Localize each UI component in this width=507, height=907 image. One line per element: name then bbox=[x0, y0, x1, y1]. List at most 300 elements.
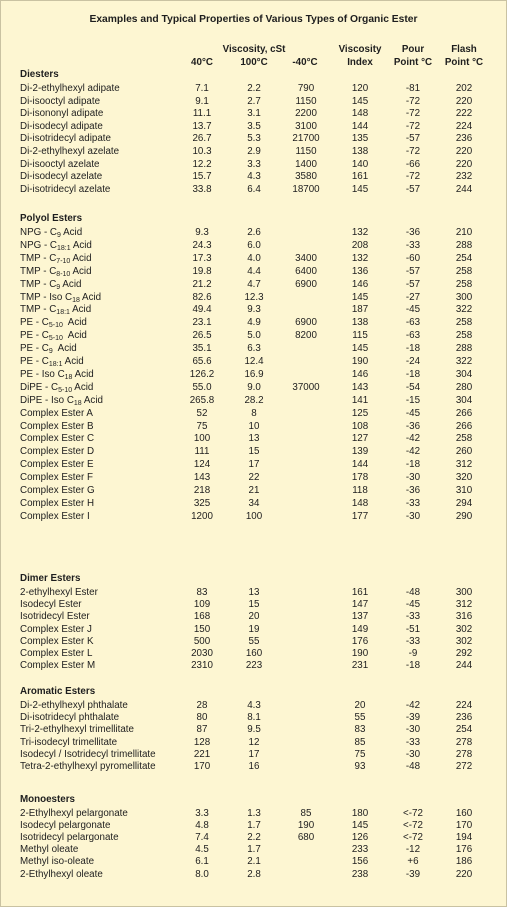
cell-viscosity-40c: 170 bbox=[193, 761, 211, 772]
cell-flash-point: 278 bbox=[455, 736, 473, 748]
cell-pour-point: -39 bbox=[405, 712, 421, 724]
ester-name: Complex Ester I bbox=[20, 510, 90, 522]
ester-name bbox=[20, 317, 87, 329]
cell-viscosity-40c: 19.8 bbox=[192, 265, 212, 277]
cell-viscosity-40c: 52 bbox=[196, 407, 208, 419]
ester-name: Tri-2-ethylhexyl trimellitate bbox=[20, 724, 134, 736]
cell-viscosity-40c: 87 bbox=[196, 724, 208, 736]
cell-pour-point: -33 bbox=[405, 239, 421, 251]
cell-viscosity-100c: 100 bbox=[245, 510, 263, 522]
cell-viscosity-100c: 5.3 bbox=[247, 133, 261, 145]
cell-viscosity-40c: 4.8 bbox=[195, 820, 209, 832]
cell-viscosity-100c: 10 bbox=[248, 420, 260, 432]
cell-viscosity-40c: 7.4 bbox=[195, 832, 209, 844]
cell-pour-point: -48 bbox=[405, 761, 421, 772]
section-title: Monoesters bbox=[20, 794, 75, 805]
cell-viscosity-40c: 325 bbox=[193, 497, 211, 509]
cell-viscosity-100c: 3.3 bbox=[247, 158, 261, 170]
ester-name: 2-Ethylhexyl oleate bbox=[20, 868, 103, 880]
cell-viscosity-40c: 221 bbox=[193, 748, 211, 760]
cell-viscosity-40c: 65.6 bbox=[192, 356, 212, 367]
cell-pour-point: -57 bbox=[405, 133, 421, 145]
cell-pour-point: -15 bbox=[405, 394, 421, 406]
cell-pour-point: -51 bbox=[405, 623, 421, 635]
cell-viscosity-100c: 20 bbox=[248, 611, 260, 623]
cell-pour-point: -18 bbox=[405, 343, 421, 355]
cell-viscosity-index: 178 bbox=[351, 472, 369, 484]
cell-flash-point: 300 bbox=[455, 587, 473, 598]
cell-pour-point: -39 bbox=[405, 868, 421, 880]
ester-name-subscript: 9 bbox=[56, 283, 61, 291]
cell-viscosity-40c: 218 bbox=[193, 485, 211, 496]
cell-flash-point: 304 bbox=[455, 394, 473, 406]
ester-name-prefix: DiPE - C bbox=[20, 381, 59, 393]
cell-flash-point: 220 bbox=[455, 868, 473, 880]
cell-viscosity-100c: 5.0 bbox=[247, 330, 261, 342]
cell-viscosity-minus40c: 1150 bbox=[295, 146, 317, 157]
cell-viscosity-100c: 13 bbox=[248, 433, 260, 445]
cell-flash-point: 258 bbox=[455, 278, 473, 290]
cell-viscosity-40c: 21.2 bbox=[192, 278, 212, 290]
cell-flash-point: 272 bbox=[455, 761, 473, 772]
cell-viscosity-100c: 12 bbox=[248, 736, 260, 748]
ester-name: Di-isooctyl azelate bbox=[20, 158, 100, 170]
cell-flash-point: 258 bbox=[455, 433, 473, 445]
ester-name bbox=[20, 266, 92, 278]
cell-flash-point: 260 bbox=[455, 446, 473, 458]
cell-pour-point: -57 bbox=[405, 183, 421, 195]
ester-name: Di-isononyl adipate bbox=[20, 108, 104, 120]
cell-viscosity-40c: 109 bbox=[193, 599, 211, 611]
cell-viscosity-100c: 21 bbox=[248, 485, 260, 496]
cell-viscosity-100c: 2.2 bbox=[247, 832, 261, 844]
cell-viscosity-100c: 4.4 bbox=[247, 265, 261, 277]
ester-name-subscript: 5-10 bbox=[48, 322, 63, 330]
cell-viscosity-100c: 6.4 bbox=[247, 183, 261, 195]
cell-viscosity-100c: 6.3 bbox=[247, 343, 261, 355]
cell-viscosity-100c: 4.9 bbox=[247, 317, 261, 329]
col-header-viscosity-100c: 100°C bbox=[240, 57, 268, 68]
cell-pour-point: -42 bbox=[405, 700, 421, 711]
cell-viscosity-40c: 24.3 bbox=[192, 239, 212, 251]
ester-name-subscript: 8-10 bbox=[56, 270, 71, 278]
cell-viscosity-40c: 500 bbox=[193, 635, 211, 647]
cell-viscosity-100c: 1.7 bbox=[247, 844, 261, 856]
ester-name: Complex Ester K bbox=[20, 635, 94, 647]
cell-viscosity-index: 145 bbox=[351, 820, 369, 832]
ester-name: Complex Ester C bbox=[20, 433, 95, 445]
cell-flash-point: 312 bbox=[455, 459, 473, 471]
cell-viscosity-40c: 15.7 bbox=[192, 171, 212, 183]
cell-viscosity-minus40c: 6900 bbox=[295, 317, 317, 329]
cell-viscosity-40c: 10.3 bbox=[192, 146, 212, 157]
section-title: Diesters bbox=[20, 69, 59, 80]
cell-viscosity-40c: 11.1 bbox=[192, 108, 212, 120]
cell-pour-point: -33 bbox=[405, 611, 421, 623]
cell-viscosity-100c: 3.1 bbox=[247, 108, 261, 120]
cell-flash-point: 266 bbox=[455, 407, 473, 419]
ester-name: Di-isotridecyl phthalate bbox=[20, 712, 120, 724]
cell-viscosity-index: 147 bbox=[351, 599, 369, 611]
ester-name-prefix: TMP - C bbox=[20, 265, 57, 277]
cell-pour-point: -45 bbox=[405, 599, 421, 611]
cell-viscosity-100c: 2.8 bbox=[247, 868, 261, 880]
cell-viscosity-100c: 22 bbox=[248, 472, 260, 484]
cell-viscosity-minus40c: 6400 bbox=[295, 265, 317, 277]
ester-name-prefix: TMP - C bbox=[20, 304, 57, 316]
cell-pour-point: -48 bbox=[405, 587, 421, 598]
cell-pour-point: -72 bbox=[405, 120, 421, 132]
cell-viscosity-index: 161 bbox=[351, 587, 369, 598]
cell-viscosity-100c: 2.2 bbox=[247, 83, 261, 94]
cell-viscosity-40c: 8.0 bbox=[195, 868, 209, 880]
cell-flash-point: 220 bbox=[455, 158, 473, 170]
cell-viscosity-100c: 1.3 bbox=[247, 808, 261, 819]
cell-viscosity-100c: 12.4 bbox=[244, 356, 264, 367]
cell-viscosity-index: 118 bbox=[352, 485, 368, 496]
cell-viscosity-100c: 12.3 bbox=[244, 291, 264, 303]
cell-pour-point: -12 bbox=[405, 844, 421, 856]
cell-viscosity-100c: 3.5 bbox=[247, 120, 261, 132]
cell-viscosity-100c: 223 bbox=[245, 660, 263, 672]
cell-viscosity-index: 136 bbox=[351, 265, 369, 277]
cell-viscosity-minus40c: 680 bbox=[297, 832, 315, 844]
cell-viscosity-40c: 2310 bbox=[191, 660, 213, 672]
cell-viscosity-index: 127 bbox=[351, 433, 369, 445]
table-title: Examples and Typical Properties of Various Types of Organic Ester bbox=[89, 14, 418, 25]
cell-flash-point: 304 bbox=[455, 368, 473, 380]
cell-viscosity-index: 187 bbox=[351, 304, 369, 316]
ester-name-prefix: TMP - Iso C bbox=[20, 291, 73, 303]
cell-flash-point: 254 bbox=[455, 724, 473, 736]
cell-pour-point: -30 bbox=[405, 748, 421, 760]
cell-viscosity-40c: 33.8 bbox=[192, 183, 212, 195]
cell-pour-point: -81 bbox=[405, 83, 421, 94]
ester-name: Complex Ester E bbox=[20, 459, 94, 471]
ester-name-subscript: 18:1 bbox=[48, 361, 63, 368]
cell-pour-point: -33 bbox=[405, 635, 421, 647]
cell-viscosity-minus40c: 2200 bbox=[295, 108, 317, 120]
cell-viscosity-40c: 1200 bbox=[191, 510, 213, 522]
ester-name: Di-isotridecyl azelate bbox=[20, 183, 111, 195]
cell-viscosity-100c: 1.7 bbox=[247, 820, 261, 832]
ester-name-prefix: PE - C bbox=[20, 343, 49, 355]
cell-viscosity-index: 126 bbox=[351, 832, 369, 844]
cell-viscosity-index: 149 bbox=[351, 623, 369, 635]
ester-name bbox=[20, 369, 94, 381]
cell-viscosity-100c: 2.1 bbox=[247, 856, 261, 868]
ester-name-suffix: Acid bbox=[81, 394, 103, 406]
ester-name-subscript: 9 bbox=[48, 348, 53, 356]
cell-flash-point: 258 bbox=[455, 330, 473, 342]
ester-name: Tri-isodecyl trimellitate bbox=[20, 736, 118, 748]
cell-viscosity-40c: 49.4 bbox=[192, 304, 212, 316]
ester-name: 2-ethylhexyl Ester bbox=[20, 587, 98, 598]
cell-flash-point: 316 bbox=[455, 611, 473, 623]
ester-name-subscript: 5-10 bbox=[48, 335, 63, 343]
cell-pour-point: -42 bbox=[405, 446, 421, 458]
cell-flash-point: 186 bbox=[455, 856, 473, 868]
ester-name bbox=[20, 382, 93, 394]
cell-viscosity-40c: 111 bbox=[194, 446, 210, 458]
cell-flash-point: 244 bbox=[455, 660, 473, 672]
cell-flash-point: 266 bbox=[455, 420, 473, 432]
cell-viscosity-index: 231 bbox=[351, 660, 369, 672]
ester-name: Isodecyl Ester bbox=[20, 599, 82, 611]
cell-flash-point: 288 bbox=[455, 343, 473, 355]
cell-viscosity-40c: 80 bbox=[196, 712, 208, 724]
cell-pour-point: -33 bbox=[405, 497, 421, 509]
cell-viscosity-40c: 82.6 bbox=[192, 291, 212, 303]
ester-name-subscript: 18 bbox=[73, 399, 82, 407]
cell-viscosity-100c: 6.0 bbox=[247, 239, 261, 251]
ester-name: Methyl oleate bbox=[20, 844, 79, 856]
cell-viscosity-index: 177 bbox=[351, 510, 369, 522]
ester-name-suffix: Acid bbox=[62, 356, 84, 367]
cell-flash-point: 258 bbox=[455, 265, 473, 277]
ester-name bbox=[20, 279, 81, 291]
cell-pour-point: -24 bbox=[405, 356, 421, 367]
cell-viscosity-100c: 16 bbox=[248, 761, 260, 772]
cell-flash-point: 236 bbox=[455, 712, 473, 724]
ester-name-suffix: Acid bbox=[70, 252, 92, 264]
cell-viscosity-minus40c: 18700 bbox=[292, 183, 320, 195]
ester-name-prefix: TMP - C bbox=[20, 252, 57, 264]
section-title: Aromatic Esters bbox=[20, 686, 96, 697]
cell-viscosity-40c: 128 bbox=[193, 736, 211, 748]
cell-pour-point: <-72 bbox=[403, 832, 423, 844]
cell-viscosity-40c: 6.1 bbox=[195, 856, 209, 868]
cell-viscosity-100c: 15 bbox=[248, 599, 260, 611]
cell-viscosity-index: 190 bbox=[351, 356, 369, 367]
ester-name: Complex Ester J bbox=[20, 623, 92, 635]
cell-pour-point: -57 bbox=[405, 265, 421, 277]
cell-viscosity-minus40c: 3400 bbox=[295, 252, 317, 264]
ester-name bbox=[20, 292, 101, 304]
cell-viscosity-index: 139 bbox=[351, 446, 369, 458]
cell-viscosity-index: 140 bbox=[351, 158, 369, 170]
ester-name: Complex Ester L bbox=[20, 648, 93, 659]
cell-viscosity-40c: 28 bbox=[196, 700, 208, 711]
cell-viscosity-100c: 19 bbox=[248, 623, 260, 635]
ester-name bbox=[20, 240, 92, 252]
col-header-flash-line2: Point °C bbox=[444, 57, 484, 68]
ester-name-suffix: Acid bbox=[69, 304, 92, 316]
cell-viscosity-100c: 9.3 bbox=[247, 304, 261, 316]
cell-viscosity-100c: 2.9 bbox=[247, 146, 261, 157]
cell-viscosity-40c: 150 bbox=[193, 623, 211, 635]
ester-name-suffix: Acid bbox=[60, 278, 82, 290]
ester-name bbox=[20, 330, 87, 342]
cell-flash-point: 322 bbox=[455, 356, 473, 367]
cell-viscosity-index: 132 bbox=[351, 227, 369, 238]
cell-viscosity-40c: 168 bbox=[193, 611, 211, 623]
ester-name bbox=[20, 227, 82, 239]
cell-flash-point: 280 bbox=[455, 381, 473, 393]
cell-viscosity-index: 176 bbox=[351, 635, 369, 647]
cell-flash-point: 210 bbox=[455, 227, 473, 238]
cell-viscosity-index: 148 bbox=[351, 108, 369, 120]
ester-name-prefix: PE - C bbox=[20, 356, 49, 367]
cell-flash-point: 302 bbox=[455, 635, 473, 647]
col-header-viscosity-40c: 40°C bbox=[191, 57, 213, 68]
ester-name: Complex Ester G bbox=[20, 485, 95, 496]
ester-name-subscript: 5-10 bbox=[58, 386, 73, 394]
cell-viscosity-100c: 15 bbox=[248, 446, 260, 458]
ester-name: Isodecyl / Isotridecyl trimellitate bbox=[20, 748, 156, 760]
cell-viscosity-index: 145 bbox=[351, 291, 369, 303]
cell-flash-point: 194 bbox=[455, 832, 473, 844]
ester-name: Complex Ester M bbox=[20, 660, 96, 672]
cell-viscosity-index: 138 bbox=[351, 146, 369, 157]
cell-flash-point: 222 bbox=[455, 108, 473, 120]
cell-viscosity-40c: 13.7 bbox=[192, 120, 212, 132]
cell-pour-point: -42 bbox=[405, 433, 421, 445]
ester-name-subscript: 18 bbox=[64, 373, 73, 381]
cell-pour-point: -54 bbox=[405, 381, 421, 393]
ester-name-suffix: Acid bbox=[72, 368, 94, 380]
cell-viscosity-40c: 265.8 bbox=[189, 394, 215, 406]
cell-pour-point: -9 bbox=[408, 648, 418, 659]
ester-name-prefix: NPG - C bbox=[20, 239, 58, 251]
cell-pour-point: -18 bbox=[405, 368, 421, 380]
cell-flash-point: 254 bbox=[455, 252, 473, 264]
cell-viscosity-minus40c: 3100 bbox=[295, 120, 317, 132]
cell-viscosity-100c: 9.0 bbox=[247, 381, 261, 393]
ester-name: Methyl iso-oleate bbox=[20, 856, 95, 868]
cell-viscosity-100c: 8.1 bbox=[247, 712, 261, 724]
cell-flash-point: 322 bbox=[455, 304, 473, 316]
cell-viscosity-40c: 75 bbox=[196, 420, 208, 432]
cell-viscosity-index: 85 bbox=[354, 736, 366, 748]
cell-viscosity-40c: 55.0 bbox=[192, 381, 212, 393]
ester-name: Complex Ester B bbox=[20, 420, 94, 432]
cell-viscosity-minus40c: 790 bbox=[297, 83, 315, 94]
cell-pour-point: -63 bbox=[405, 317, 421, 329]
cell-pour-point: -18 bbox=[405, 459, 421, 471]
ester-name: Di-isotridecyl adipate bbox=[20, 133, 111, 145]
cell-viscosity-index: 145 bbox=[351, 343, 369, 355]
cell-viscosity-index: 145 bbox=[351, 183, 369, 195]
ester-name-suffix: Acid bbox=[70, 265, 92, 277]
ester-name-subscript: 9 bbox=[57, 232, 61, 239]
cell-viscosity-index: 115 bbox=[352, 330, 368, 342]
cell-viscosity-40c: 26.7 bbox=[192, 133, 212, 145]
cell-pour-point: -72 bbox=[405, 171, 421, 183]
cell-pour-point: -63 bbox=[405, 330, 421, 342]
cell-pour-point: -18 bbox=[405, 660, 421, 672]
cell-viscosity-100c: 4.7 bbox=[247, 278, 261, 290]
cell-viscosity-index: 146 bbox=[351, 368, 369, 380]
cell-viscosity-index: 20 bbox=[354, 700, 366, 711]
ester-name: 2-Ethylhexyl pelargonate bbox=[20, 808, 128, 819]
ester-name: Complex Ester F bbox=[20, 472, 93, 484]
cell-viscosity-minus40c: 6900 bbox=[295, 278, 317, 290]
col-header-pour-line2: Point °C bbox=[393, 57, 433, 68]
cell-viscosity-index: 144 bbox=[351, 459, 369, 471]
ester-name bbox=[20, 253, 92, 265]
ester-name-subscript: 18 bbox=[72, 296, 80, 304]
cell-viscosity-index: 55 bbox=[354, 712, 366, 724]
cell-viscosity-index: 83 bbox=[354, 724, 366, 736]
col-header-viscosity-minus40c: -40°C bbox=[292, 57, 318, 68]
ester-name-subscript: 18:1 bbox=[56, 309, 70, 317]
cell-viscosity-index: 120 bbox=[351, 83, 369, 94]
cell-viscosity-100c: 16.9 bbox=[244, 368, 264, 380]
cell-flash-point: 232 bbox=[455, 171, 473, 183]
cell-viscosity-100c: 17 bbox=[248, 459, 260, 471]
cell-viscosity-index: 190 bbox=[351, 648, 369, 659]
cell-viscosity-index: 146 bbox=[351, 278, 369, 290]
cell-viscosity-100c: 2.7 bbox=[247, 95, 261, 107]
cell-pour-point: -36 bbox=[405, 420, 421, 432]
cell-pour-point: -30 bbox=[405, 510, 421, 522]
ester-name-subscript: 18:1 bbox=[57, 244, 71, 252]
cell-flash-point: 236 bbox=[455, 133, 473, 145]
cell-viscosity-minus40c: 1150 bbox=[295, 95, 317, 107]
cell-viscosity-index: 138 bbox=[351, 317, 369, 329]
ester-name-prefix: DiPE - Iso C bbox=[20, 394, 74, 406]
cell-viscosity-40c: 4.5 bbox=[195, 844, 209, 856]
ester-name-prefix: PE - C bbox=[20, 317, 49, 329]
ester-name-prefix: PE - C bbox=[20, 330, 49, 342]
cell-viscosity-100c: 17 bbox=[248, 748, 260, 760]
ester-name-suffix: Acid bbox=[60, 227, 83, 238]
cell-viscosity-100c: 2.6 bbox=[247, 227, 261, 238]
ester-name: Tetra-2-ethylhexyl pyromellitate bbox=[20, 761, 156, 772]
cell-viscosity-minus40c: 21700 bbox=[292, 133, 320, 145]
cell-flash-point: 244 bbox=[455, 183, 473, 195]
cell-flash-point: 300 bbox=[455, 291, 473, 303]
cell-viscosity-index: 143 bbox=[351, 381, 369, 393]
cell-viscosity-40c: 12.2 bbox=[192, 158, 212, 170]
cell-viscosity-40c: 3.3 bbox=[195, 808, 209, 819]
cell-pour-point: -72 bbox=[405, 108, 421, 120]
cell-pour-point: -36 bbox=[405, 227, 421, 238]
ester-name bbox=[20, 356, 84, 368]
cell-viscosity-minus40c: 8200 bbox=[295, 330, 317, 342]
col-header-pour-line1: Pour bbox=[401, 44, 425, 55]
ester-name-suffix: Acid bbox=[62, 317, 87, 329]
cell-viscosity-index: 238 bbox=[351, 868, 369, 880]
ester-name-subscript: 7-10 bbox=[56, 257, 71, 265]
cell-viscosity-index: 144 bbox=[351, 120, 369, 132]
cell-pour-point: -72 bbox=[405, 146, 421, 157]
cell-pour-point: <-72 bbox=[403, 808, 423, 819]
cell-flash-point: 224 bbox=[455, 700, 473, 711]
section-title: Polyol Esters bbox=[20, 213, 83, 224]
cell-viscosity-40c: 7.1 bbox=[195, 83, 209, 94]
cell-viscosity-100c: 4.3 bbox=[247, 171, 261, 183]
cell-viscosity-100c: 28.2 bbox=[244, 394, 264, 406]
cell-flash-point: 160 bbox=[455, 808, 473, 819]
cell-pour-point: -33 bbox=[405, 736, 421, 748]
cell-viscosity-100c: 4.0 bbox=[247, 252, 261, 264]
ester-name: Di-2-ethylhexyl phthalate bbox=[20, 700, 128, 711]
section-title: Dimer Esters bbox=[20, 573, 81, 584]
col-header-vi-line2: Index bbox=[347, 57, 373, 68]
cell-pour-point: -30 bbox=[405, 472, 421, 484]
cell-viscosity-100c: 13 bbox=[248, 587, 260, 598]
cell-flash-point: 320 bbox=[455, 472, 473, 484]
cell-viscosity-index: 180 bbox=[351, 808, 369, 819]
cell-viscosity-minus40c: 85 bbox=[300, 808, 312, 819]
viscosity-group-header: Viscosity, cSt bbox=[222, 44, 286, 55]
ester-name-suffix: Acid bbox=[62, 330, 87, 342]
ester-name bbox=[20, 343, 77, 355]
col-header-flash-line1: Flash bbox=[451, 44, 477, 55]
cell-viscosity-40c: 126.2 bbox=[189, 368, 215, 380]
